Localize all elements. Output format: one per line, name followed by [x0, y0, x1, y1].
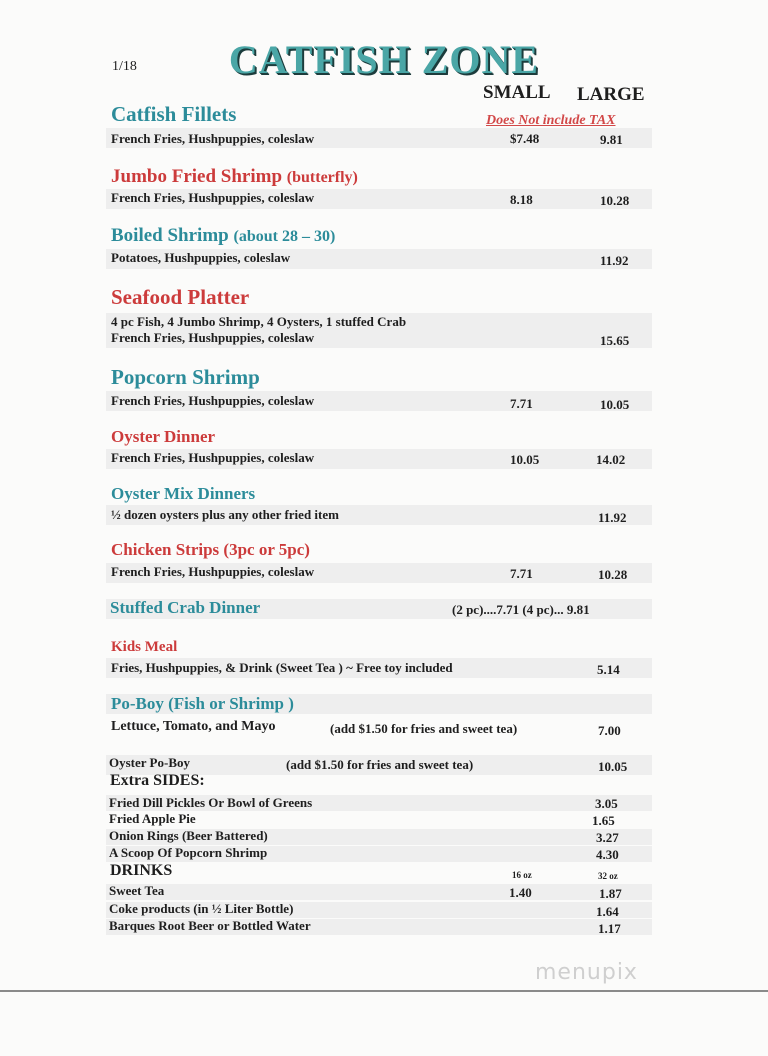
price-small: 7.71: [510, 396, 533, 411]
item-desc: French Fries, Hushpuppies, coleslaw: [111, 190, 315, 205]
side-item: Fried Apple Pie: [109, 811, 196, 826]
item-name-po-boy: Po-Boy (Fish or Shrimp ): [111, 694, 294, 713]
price: 7.00: [598, 723, 621, 738]
drink-item: Sweet Tea: [109, 883, 165, 898]
drinks-heading: DRINKS: [110, 862, 173, 879]
side-price: 3.05: [595, 796, 618, 811]
item-name-oyster-po-boy: Oyster Po-Boy: [109, 755, 190, 770]
price-small: 7.71: [510, 566, 533, 581]
side-item: A Scoop Of Popcorn Shrimp: [109, 845, 268, 860]
side-item: Onion Rings (Beer Battered): [109, 828, 268, 843]
item-name: Boiled Shrimp: [111, 225, 229, 246]
drink-price-large: 1.87: [599, 886, 622, 901]
row-shading: [106, 884, 652, 900]
item-note: (about 28 – 30): [233, 228, 336, 245]
price-small: 8.18: [510, 192, 533, 207]
watermark: menupix: [535, 960, 638, 985]
sides-heading: Extra SIDES:: [110, 772, 205, 789]
size-32oz: 32 oz: [598, 871, 618, 881]
drink-price-large: 1.17: [598, 921, 621, 936]
price-large: 11.92: [598, 510, 627, 525]
item-desc: Lettuce, Tomato, and Mayo: [111, 719, 276, 734]
price-line: (2 pc)....7.71 (4 pc)... 9.81: [452, 602, 590, 617]
item-desc: ½ dozen oysters plus any other fried item: [111, 507, 339, 522]
price-large: 15.65: [600, 333, 630, 348]
menu-date: 1/18: [112, 59, 137, 74]
column-large-header: LARGE: [577, 84, 645, 105]
price-large: 10.28: [598, 567, 628, 582]
price-large: 10.28: [600, 193, 630, 208]
column-small-header: SMALL: [483, 82, 551, 103]
item-name-popcorn-shrimp: Popcorn Shrimp: [111, 365, 260, 389]
price-large: 9.81: [600, 132, 623, 147]
item-name-kids-meal: Kids Meal: [111, 639, 178, 655]
item-name-chicken-strips: Chicken Strips (3pc or 5pc): [111, 540, 310, 559]
item-addon: (add $1.50 for fries and sweet tea): [286, 757, 474, 772]
side-price: 3.27: [596, 830, 619, 845]
item-desc: French Fries, Hushpuppies, coleslaw: [111, 131, 315, 146]
price-large: 10.05: [600, 397, 630, 412]
side-price: 4.30: [596, 847, 619, 862]
item-name-boiled-shrimp: [111, 225, 335, 247]
item-desc: Potatoes, Hushpuppies, coleslaw: [111, 250, 291, 265]
drink-item: Coke products (in ½ Liter Bottle): [109, 901, 294, 916]
price-large: 11.92: [600, 253, 629, 268]
item-desc: French Fries, Hushpuppies, coleslaw: [111, 564, 315, 579]
item-name-oyster-dinner: Oyster Dinner: [111, 427, 216, 446]
side-item: Fried Dill Pickles Or Bowl of Greens: [109, 795, 313, 810]
item-desc: French Fries, Hushpuppies, coleslaw: [111, 450, 315, 465]
page-divider: [0, 990, 768, 992]
item-note: (butterfly): [286, 169, 358, 186]
drink-price-large: 1.64: [596, 904, 619, 919]
item-name-stuffed-crab-dinner: Stuffed Crab Dinner: [110, 598, 261, 617]
tax-note: Does Not include TAX: [486, 113, 616, 128]
item-desc: Fries, Hushpuppies, & Drink (Sweet Tea ) ~ Free toy included: [111, 660, 453, 675]
menu-title: CATFISH ZONE: [228, 37, 540, 82]
item-addon: (add $1.50 for fries and sweet tea): [330, 721, 518, 736]
size-16oz: 16 oz: [512, 870, 532, 880]
drink-price-small: 1.40: [509, 885, 532, 900]
price: 5.14: [597, 662, 620, 677]
item-name: Jumbo Fried Shrimp: [111, 166, 283, 187]
item-name-catfish-fillets: Catfish Fillets: [111, 102, 237, 126]
side-price: 1.65: [592, 813, 615, 828]
drink-item: Barques Root Beer or Bottled Water: [109, 918, 311, 933]
item-name-oyster-mix-dinners: Oyster Mix Dinners: [111, 484, 256, 503]
price: 10.05: [598, 759, 628, 774]
price-small: $7.48: [510, 131, 540, 146]
item-desc: French Fries, Hushpuppies, coleslaw: [111, 393, 315, 408]
item-name-jumbo-fried-shrimp: [111, 166, 358, 188]
price-small: 10.05: [510, 452, 540, 467]
item-desc: 4 pc Fish, 4 Jumbo Shrimp, 4 Oysters, 1 stuffed Crab: [111, 314, 407, 329]
item-desc: French Fries, Hushpuppies, coleslaw: [111, 330, 315, 345]
price-large: 14.02: [596, 452, 626, 467]
item-name-seafood-platter: Seafood Platter: [111, 285, 250, 309]
